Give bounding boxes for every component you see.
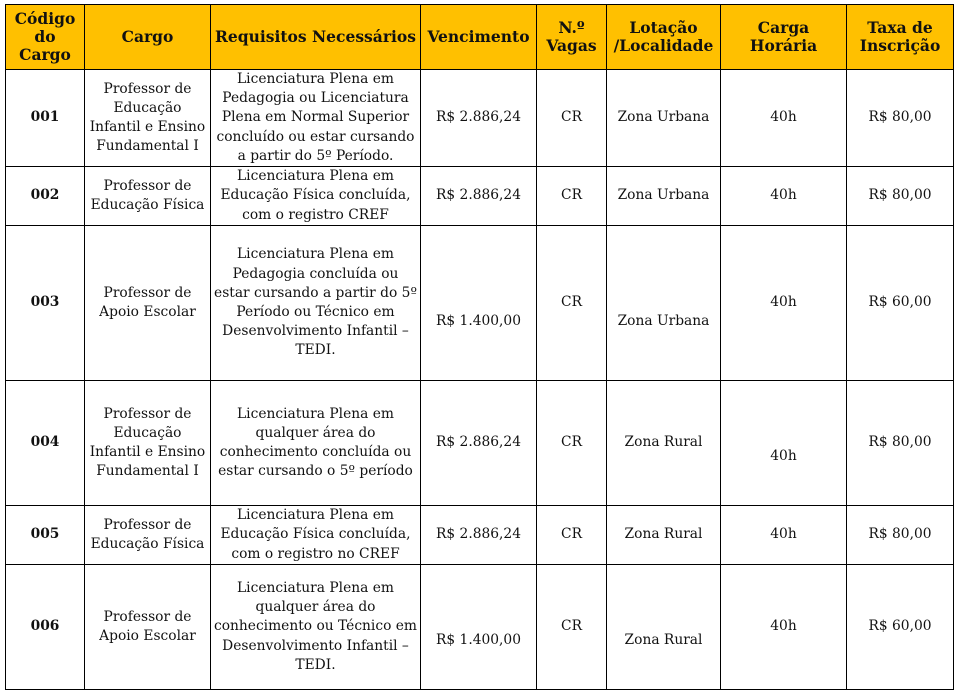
header-vagas: N.º Vagas [537,5,607,70]
header-cargo: Cargo [85,5,211,70]
cell-taxa: R$ 60,00 [847,226,954,381]
cell-codigo: 004 [6,381,85,506]
cell-codigo: 006 [6,565,85,690]
cell-codigo: 003 [6,226,85,381]
table-row [6,226,954,381]
cell-cargo: Professor de Educação Infantil e Ensino Fundamental I [85,70,211,167]
cell-codigo: 002 [6,167,85,226]
cell-vagas: CR [537,226,607,381]
table-header-row [6,5,954,70]
cell-lotacao: Zona Urbana [607,70,721,167]
cell-carga-horaria: 40h [721,167,847,226]
cell-vencimento: R$ 2.886,24 [421,167,537,226]
cell-carga-horaria: 40h [721,565,847,690]
cell-lotacao: Zona Rural [607,506,721,565]
header-vencimento: Vencimento [421,5,537,70]
header-taxa-inscricao: Taxa de Inscrição [847,5,954,70]
cell-requisitos: Licenciatura Plena em Pedagogia concluída ou estar cursando a partir do 5º Período ou Técnico em Desenvolvimento Infantil – TEDI. [211,226,421,381]
cell-codigo: 005 [6,506,85,565]
cell-taxa: R$ 80,00 [847,506,954,565]
cell-vencimento: R$ 2.886,24 [421,381,537,506]
table-row [6,565,954,690]
cell-vagas: CR [537,381,607,506]
cell-vencimento: R$ 1.400,00 [421,565,537,690]
cell-cargo: Professor de Educação Física [85,506,211,565]
cell-carga-horaria: 40h [721,506,847,565]
cell-lotacao: Zona Urbana [607,226,721,381]
table-row [6,506,954,565]
cell-taxa: R$ 80,00 [847,70,954,167]
cell-cargo: Professor de Apoio Escolar [85,565,211,690]
header-requisitos: Requisitos Necessários [211,5,421,70]
cargos-table [5,4,954,690]
cell-codigo: 001 [6,70,85,167]
cell-cargo: Professor de Educação Infantil e Ensino Fundamental I [85,381,211,506]
cell-requisitos: Licenciatura Plena em qualquer área do conhecimento concluída ou estar cursando o 5º período [211,381,421,506]
cell-lotacao: Zona Rural [607,381,721,506]
header-codigo: Código do Cargo [6,5,85,70]
cell-carga-horaria: 40h [721,70,847,167]
table-row [6,167,954,226]
cell-vagas: CR [537,565,607,690]
cell-vagas: CR [537,167,607,226]
cell-requisitos: Licenciatura Plena em Educação Física concluída, com o registro no CREF [211,506,421,565]
cell-cargo: Professor de Educação Física [85,167,211,226]
cell-vagas: CR [537,70,607,167]
cell-requisitos: Licenciatura Plena em Pedagogia ou Licenciatura Plena em Normal Superior concluído ou estar cursando a partir do 5º Período. [211,70,421,167]
header-carga-horaria: Carga Horária [721,5,847,70]
cell-carga-horaria: 40h [721,381,847,506]
cell-vencimento: R$ 2.886,24 [421,506,537,565]
cell-requisitos: Licenciatura Plena em qualquer área do conhecimento ou Técnico em Desenvolvimento Infantil – TEDI. [211,565,421,690]
cell-lotacao: Zona Urbana [607,167,721,226]
cell-carga-horaria: 40h [721,226,847,381]
cell-requisitos: Licenciatura Plena em Educação Física concluída, com o registro CREF [211,167,421,226]
cell-taxa: R$ 80,00 [847,381,954,506]
cell-taxa: R$ 60,00 [847,565,954,690]
cell-vencimento: R$ 1.400,00 [421,226,537,381]
table-row [6,70,954,167]
table-row [6,381,954,506]
cell-taxa: R$ 80,00 [847,167,954,226]
cell-vagas: CR [537,506,607,565]
cell-lotacao: Zona Rural [607,565,721,690]
header-lotacao: Lotação /Localidade [607,5,721,70]
cell-cargo: Professor de Apoio Escolar [85,226,211,381]
cell-vencimento: R$ 2.886,24 [421,70,537,167]
